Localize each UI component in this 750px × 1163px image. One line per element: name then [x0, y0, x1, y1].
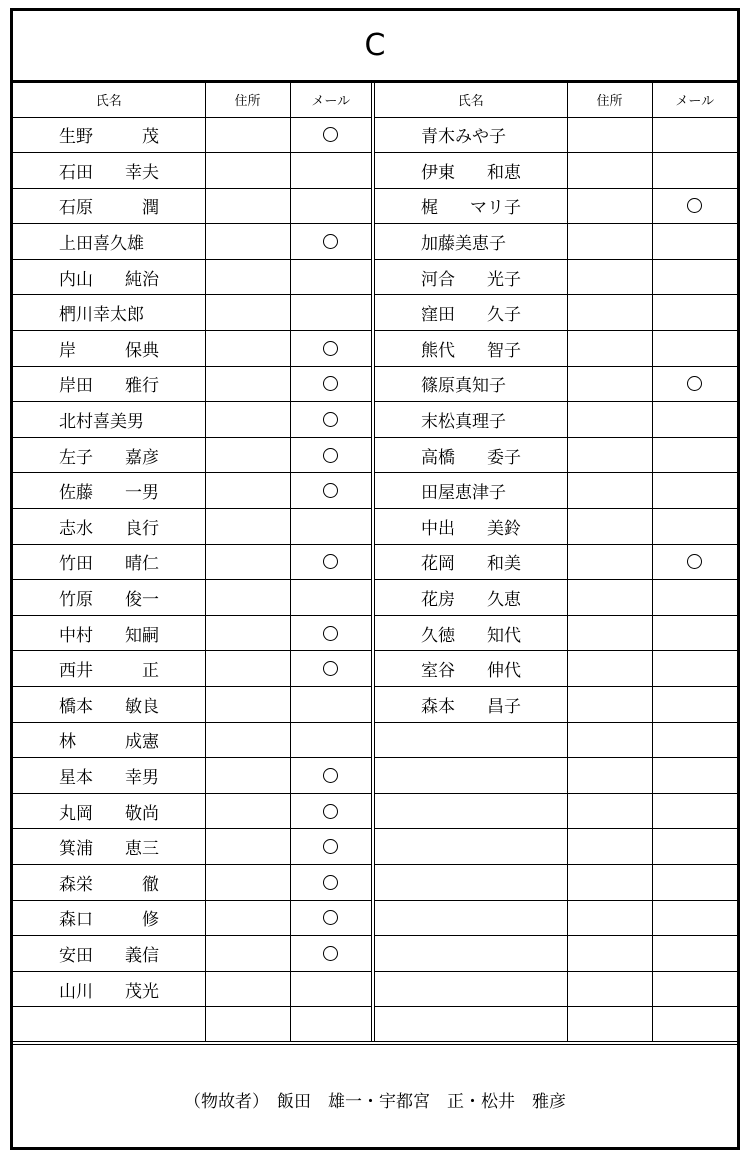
mail-circle-mark [323, 412, 338, 427]
mail-circle-mark [323, 626, 338, 641]
name-cell [13, 615, 205, 651]
table-row [13, 900, 373, 936]
address-cell [205, 936, 290, 972]
mail-cell [652, 615, 737, 651]
header-address: 住所 [567, 83, 652, 117]
table-row [375, 295, 737, 331]
address-cell [567, 687, 652, 723]
mail-cell [290, 117, 373, 153]
mail-circle-mark [323, 448, 338, 463]
address-cell [567, 402, 652, 438]
table-row [375, 473, 737, 509]
mail-cell [290, 936, 373, 972]
table-row [375, 687, 737, 723]
table-row [13, 971, 373, 1007]
given-name: 久子 [487, 305, 521, 326]
address-cell [205, 615, 290, 651]
table-row [13, 829, 373, 865]
name-cell [375, 366, 567, 402]
mail-circle-mark [323, 554, 338, 569]
mail-cell [652, 331, 737, 367]
address-cell [205, 793, 290, 829]
given-name: 知嗣 [125, 625, 159, 646]
name-cell [13, 402, 205, 438]
table-row [375, 509, 737, 545]
address-cell [567, 295, 652, 331]
mail-circle-mark [323, 127, 338, 142]
mail-cell [652, 544, 737, 580]
table-row [13, 580, 373, 616]
mail-circle-mark [323, 234, 338, 249]
family-name: 室谷 [421, 661, 455, 682]
mail-cell [652, 117, 737, 153]
name-cell [13, 473, 205, 509]
name-cell [375, 544, 567, 580]
mail-circle-mark [323, 875, 338, 890]
family-name: 竹原 [59, 590, 93, 611]
address-cell [567, 544, 652, 580]
mail-cell [290, 900, 373, 936]
name-cell [375, 437, 567, 473]
family-name: 安田 [59, 945, 93, 966]
name-cell [13, 259, 205, 295]
address-cell [205, 117, 290, 153]
table-row [13, 936, 373, 972]
name-cell [13, 971, 205, 1007]
family-name: 窪田 [421, 305, 455, 326]
name-cell [13, 509, 205, 545]
roster-sheet [10, 8, 740, 1150]
address-cell [567, 331, 652, 367]
address-cell [567, 259, 652, 295]
table-row [13, 864, 373, 900]
given-name: 茂光 [125, 981, 159, 1002]
mail-circle-mark [323, 910, 338, 925]
mail-circle-mark [323, 661, 338, 676]
table-row [13, 793, 373, 829]
mail-circle-mark [323, 376, 338, 391]
given-name: 雅行 [125, 376, 159, 397]
table-row [13, 295, 373, 331]
address-cell [567, 366, 652, 402]
table-row [375, 366, 737, 402]
address-cell [205, 544, 290, 580]
given-name: 一男 [125, 483, 159, 504]
name-cell [13, 366, 205, 402]
family-name: 河合 [421, 269, 455, 290]
name-cell [375, 331, 567, 367]
family-name: 森口 [59, 910, 93, 931]
given-name: 純治 [125, 269, 159, 290]
roster-table-right [375, 83, 737, 1042]
mail-cell [290, 544, 373, 580]
family-name: 森栄 [59, 874, 93, 895]
name-cell [13, 793, 205, 829]
table-row [13, 224, 373, 260]
mail-circle-mark [323, 839, 338, 854]
family-name: 佐藤 [59, 483, 93, 504]
mail-cell [652, 295, 737, 331]
name-cell [375, 259, 567, 295]
address-cell [205, 259, 290, 295]
mail-cell [290, 366, 373, 402]
mail-cell [290, 864, 373, 900]
table-row [375, 188, 737, 224]
mail-cell [290, 758, 373, 794]
table-row [375, 224, 737, 260]
name-cell [375, 615, 567, 651]
given-name: 光子 [487, 269, 521, 290]
table-row [13, 117, 373, 153]
name-cell [13, 829, 205, 865]
table-row [13, 687, 373, 723]
table-row [13, 188, 373, 224]
table-row [375, 402, 737, 438]
roster-tables [13, 83, 737, 1045]
mail-cell [290, 402, 373, 438]
given-name: 晴仁 [125, 554, 159, 575]
mail-cell [290, 687, 373, 723]
given-name: 義信 [125, 945, 159, 966]
table-row [375, 331, 737, 367]
given-name: 智子 [487, 340, 521, 361]
address-cell [205, 473, 290, 509]
address-cell [205, 864, 290, 900]
mail-cell [652, 153, 737, 189]
given-name: 敬尚 [125, 803, 159, 824]
address-cell [205, 153, 290, 189]
family-name: 花房 [421, 590, 455, 611]
mail-cell [290, 829, 373, 865]
mail-circle-mark [687, 554, 702, 569]
empty-row [375, 971, 737, 1007]
name-cell [375, 117, 567, 153]
address-cell [205, 687, 290, 723]
name-cell [375, 651, 567, 687]
header-name: 氏名 [13, 83, 205, 117]
mail-cell [290, 615, 373, 651]
name-cell [375, 580, 567, 616]
given-name: 和美 [487, 554, 521, 575]
family-name: 熊代 [421, 340, 455, 361]
name-cell [13, 936, 205, 972]
table-row [375, 544, 737, 580]
mail-cell [290, 331, 373, 367]
empty-row [375, 864, 737, 900]
mail-circle-mark [323, 768, 338, 783]
empty-row [375, 722, 737, 758]
name-cell [375, 153, 567, 189]
table-row [13, 509, 373, 545]
family-name: 久徳 [421, 625, 455, 646]
name-cell [375, 188, 567, 224]
family-name: 末松真理子 [421, 412, 506, 433]
address-cell [205, 900, 290, 936]
mail-cell [652, 402, 737, 438]
name-cell [13, 900, 205, 936]
family-name: 内山 [59, 269, 93, 290]
table-row [375, 117, 737, 153]
address-cell [205, 366, 290, 402]
name-cell [13, 331, 205, 367]
family-name: 西井 [59, 661, 93, 682]
given-name: 茂 [142, 127, 159, 148]
name-cell [13, 224, 205, 260]
table-row [13, 153, 373, 189]
deceased-label: （物故者） [184, 1091, 269, 1112]
mail-cell [290, 188, 373, 224]
given-name: 良行 [125, 518, 159, 539]
mail-circle-mark [323, 946, 338, 961]
name-cell [13, 580, 205, 616]
mail-cell [652, 188, 737, 224]
name-cell [13, 437, 205, 473]
empty-row [375, 900, 737, 936]
family-name: 志水 [59, 518, 93, 539]
empty-row [375, 1007, 737, 1043]
family-name: 上田喜久雄 [59, 234, 144, 255]
name-cell [375, 402, 567, 438]
table-row [13, 366, 373, 402]
mail-cell [290, 259, 373, 295]
mail-cell [290, 473, 373, 509]
family-name: 岸田 [59, 376, 93, 397]
table-row [13, 615, 373, 651]
address-cell [205, 402, 290, 438]
address-cell [205, 188, 290, 224]
header-row [375, 83, 737, 117]
family-name: 箕浦 [59, 839, 93, 860]
given-name: マリ子 [470, 198, 521, 219]
family-name: 伊東 [421, 162, 455, 183]
empty-row [375, 758, 737, 794]
family-name: 竹田 [59, 554, 93, 575]
name-cell [375, 224, 567, 260]
name-cell [375, 687, 567, 723]
deceased-names: 飯田 雄一・宇都宮 正・松井 雅彦 [277, 1091, 566, 1112]
table-row [13, 473, 373, 509]
address-cell [567, 509, 652, 545]
name-cell [13, 687, 205, 723]
family-name: 生野 [59, 127, 93, 148]
address-cell [567, 224, 652, 260]
address-cell [567, 473, 652, 509]
mail-cell [290, 580, 373, 616]
mail-circle-mark [687, 198, 702, 213]
family-name: 青木みや子 [421, 127, 506, 148]
table-row [375, 259, 737, 295]
name-cell [13, 153, 205, 189]
address-cell [205, 509, 290, 545]
mail-circle-mark [687, 376, 702, 391]
family-name: 丸岡 [59, 803, 93, 824]
given-name: 成憲 [125, 732, 159, 753]
address-cell [205, 758, 290, 794]
mail-cell [290, 793, 373, 829]
family-name: 梶 [421, 198, 438, 219]
table-row [13, 437, 373, 473]
mail-cell [290, 651, 373, 687]
address-cell [567, 580, 652, 616]
mail-cell [290, 722, 373, 758]
mail-cell [652, 509, 737, 545]
mail-circle-mark [323, 804, 338, 819]
address-cell [205, 971, 290, 1007]
mail-cell [652, 224, 737, 260]
name-cell [375, 295, 567, 331]
name-cell [13, 722, 205, 758]
family-name: 中出 [421, 518, 455, 539]
given-name: 保典 [125, 340, 159, 361]
header-row [13, 83, 373, 117]
table-row [13, 758, 373, 794]
empty-row [375, 793, 737, 829]
family-name: 花岡 [421, 554, 455, 575]
family-name: 篠原真知子 [421, 376, 506, 397]
mail-circle-mark [323, 341, 338, 356]
mail-cell [290, 153, 373, 189]
given-name: 美鈴 [487, 518, 521, 539]
given-name: 久恵 [487, 590, 521, 611]
family-name: 高橋 [421, 447, 455, 468]
given-name: 和恵 [487, 162, 521, 183]
table-row [375, 651, 737, 687]
address-cell [205, 580, 290, 616]
given-name: 徹 [142, 874, 159, 895]
given-name: 正 [142, 661, 159, 682]
table-row [375, 580, 737, 616]
mail-cell [652, 473, 737, 509]
family-name: 北村喜美男 [59, 412, 144, 433]
name-cell [13, 117, 205, 153]
family-name: 橋本 [59, 696, 93, 717]
given-name: 修 [142, 910, 159, 931]
mail-cell [290, 224, 373, 260]
given-name: 嘉彦 [125, 447, 159, 468]
address-cell [205, 331, 290, 367]
empty-row [375, 936, 737, 972]
family-name: 椚川幸太郎 [59, 305, 144, 326]
name-cell [13, 188, 205, 224]
table-row [375, 437, 737, 473]
address-cell [205, 437, 290, 473]
mail-cell [290, 509, 373, 545]
mail-cell [652, 651, 737, 687]
family-name: 中村 [59, 625, 93, 646]
given-name: 俊一 [125, 590, 159, 611]
mail-cell [652, 687, 737, 723]
name-cell [13, 544, 205, 580]
table-row [13, 259, 373, 295]
given-name: 昌子 [487, 696, 521, 717]
mail-cell [652, 259, 737, 295]
family-name: 山川 [59, 981, 93, 1002]
address-cell [205, 829, 290, 865]
mail-cell [652, 366, 737, 402]
family-name: 左子 [59, 447, 93, 468]
address-cell [567, 153, 652, 189]
given-name: 知代 [487, 625, 521, 646]
family-name: 林 [59, 732, 76, 753]
given-name: 潤 [142, 198, 159, 219]
table-row [375, 153, 737, 189]
table-row [13, 331, 373, 367]
header-name: 氏名 [375, 83, 567, 117]
family-name: 石田 [59, 162, 93, 183]
family-name: 岸 [59, 340, 76, 361]
family-name: 星本 [59, 767, 93, 788]
deceased-note [13, 1045, 737, 1149]
address-cell [567, 437, 652, 473]
family-name: 石原 [59, 198, 93, 219]
given-name: 伸代 [487, 661, 521, 682]
address-cell [205, 224, 290, 260]
mail-cell [652, 580, 737, 616]
given-name: 幸男 [125, 767, 159, 788]
name-cell [13, 758, 205, 794]
page-title: C [13, 11, 737, 83]
header-mail: メール [652, 83, 737, 117]
address-cell [567, 615, 652, 651]
table-row [13, 651, 373, 687]
address-cell [205, 722, 290, 758]
family-name: 森本 [421, 696, 455, 717]
mail-cell [290, 437, 373, 473]
mail-circle-mark [323, 483, 338, 498]
table-row [13, 402, 373, 438]
given-name: 幸夫 [125, 162, 159, 183]
header-mail: メール [290, 83, 373, 117]
address-cell [205, 295, 290, 331]
header-address: 住所 [205, 83, 290, 117]
family-name: 加藤美恵子 [421, 234, 506, 255]
address-cell [567, 117, 652, 153]
empty-row [13, 1007, 373, 1043]
name-cell [13, 651, 205, 687]
empty-row [375, 829, 737, 865]
family-name: 田屋恵津子 [421, 483, 506, 504]
given-name: 委子 [487, 447, 521, 468]
table-row [13, 722, 373, 758]
given-name: 恵三 [125, 839, 159, 860]
address-cell [567, 188, 652, 224]
mail-cell [290, 295, 373, 331]
address-cell [567, 651, 652, 687]
name-cell [13, 864, 205, 900]
roster-table-left [13, 83, 375, 1042]
table-row [13, 544, 373, 580]
address-cell [205, 651, 290, 687]
table-row [375, 615, 737, 651]
name-cell [375, 473, 567, 509]
name-cell [375, 509, 567, 545]
mail-cell [290, 971, 373, 1007]
given-name: 敏良 [125, 696, 159, 717]
name-cell [13, 295, 205, 331]
mail-cell [652, 437, 737, 473]
